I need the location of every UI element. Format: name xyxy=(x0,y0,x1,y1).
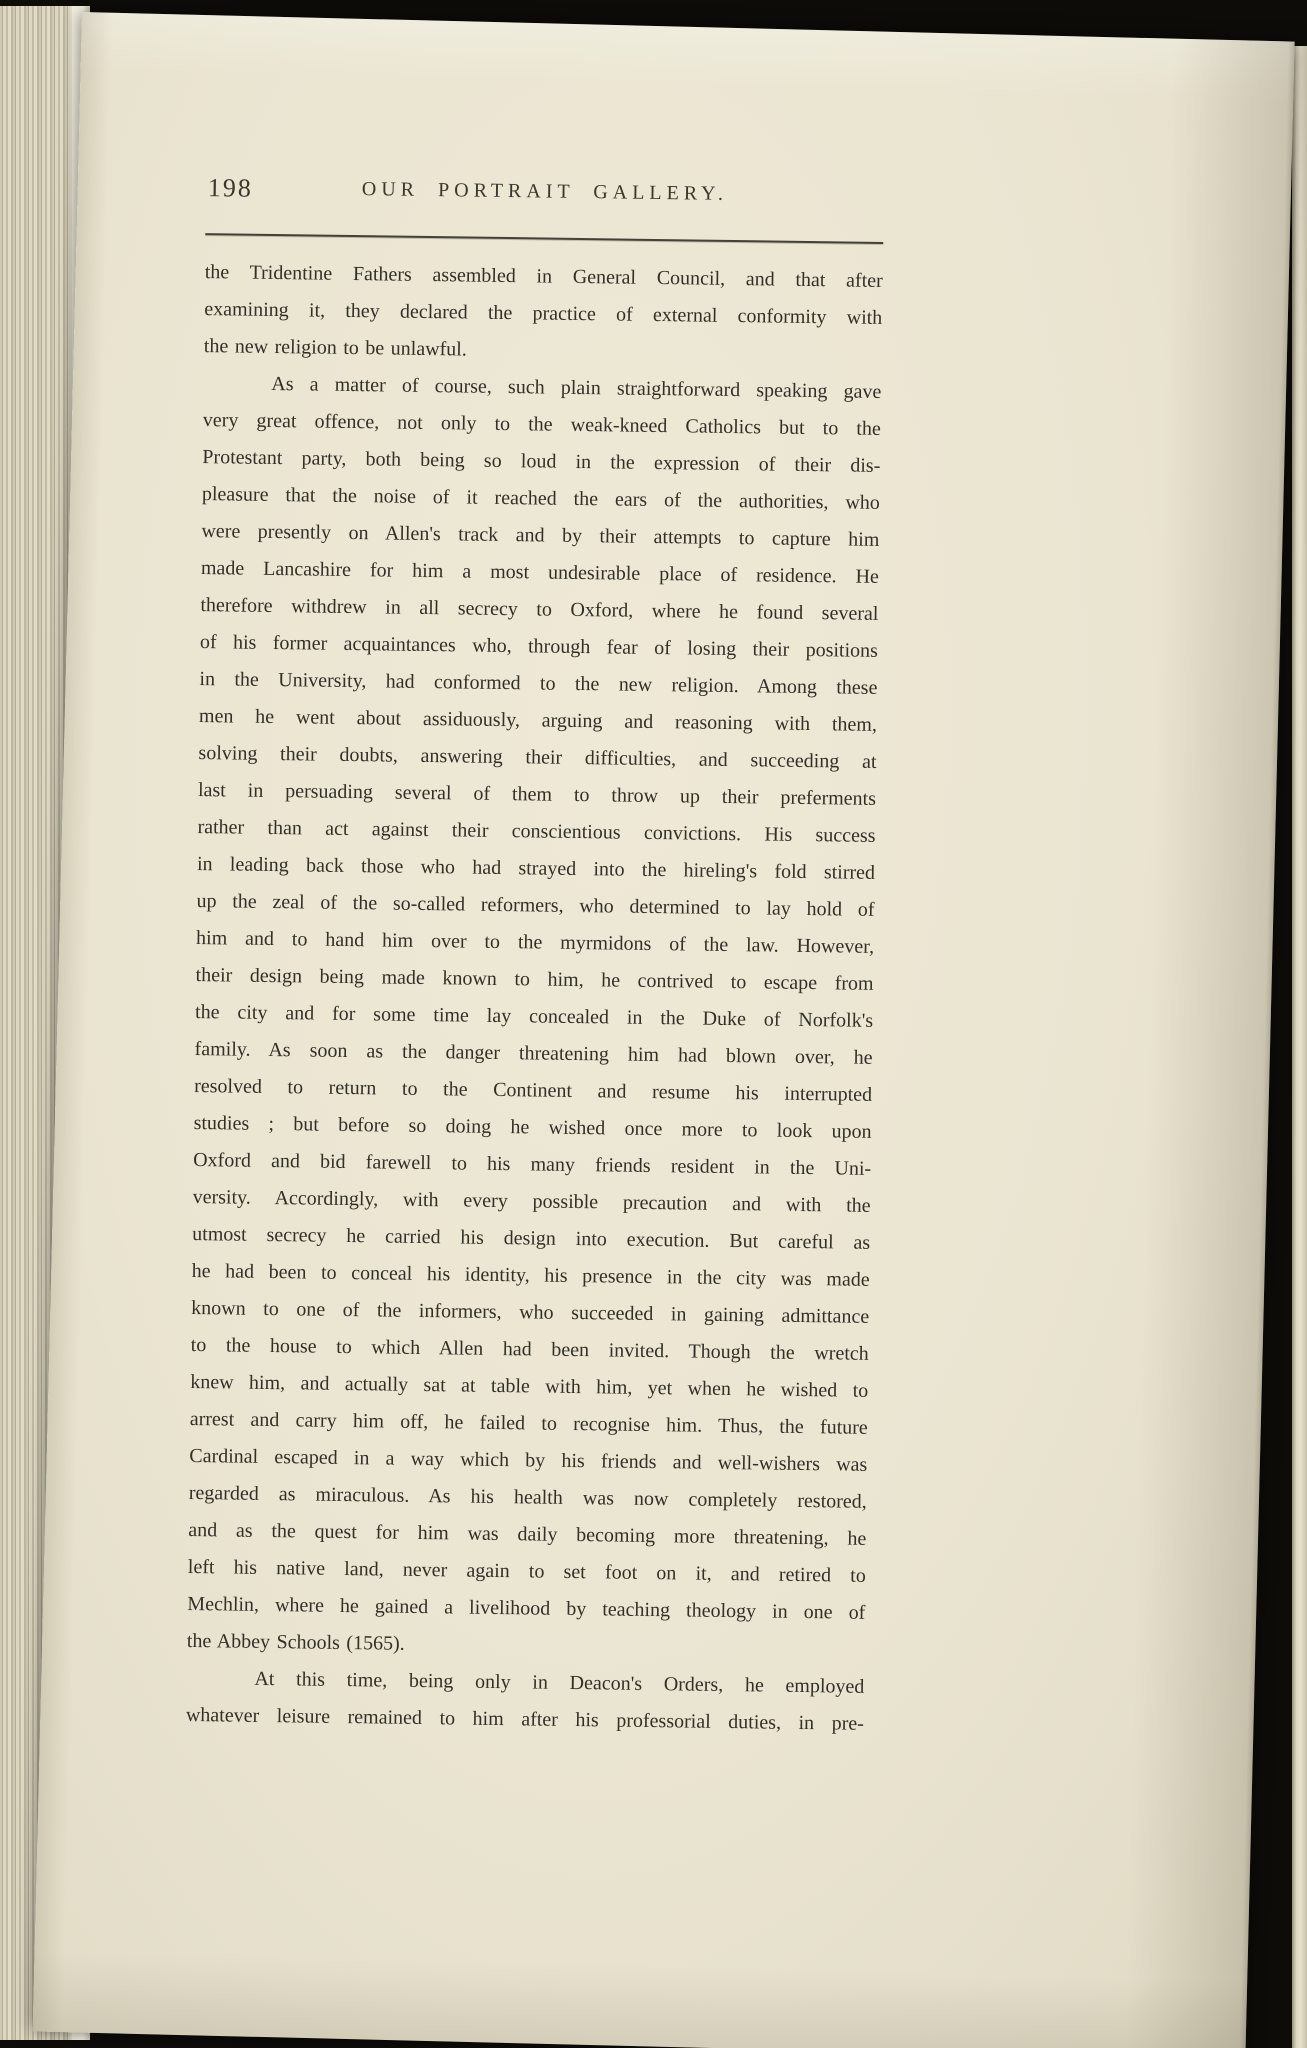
paragraph xyxy=(204,254,883,374)
text-line: in the University, had conformed to the new religion. Among these xyxy=(199,668,878,699)
running-header: OUR PORTRAIT GALLERY. xyxy=(361,178,729,205)
text-line: him and to hand him over to the myrmidons of the law. However, xyxy=(195,927,875,958)
text-line: Cardinal escaped in a way which by his friends and well-wishers was xyxy=(189,1444,868,1476)
text-line: At this time, being only in Deacon's Orders, he employed xyxy=(254,1667,865,1698)
text-line: the new religion to be unlawful. xyxy=(203,335,467,361)
text-line: pleasure that the noise of it reached the ears of the authorities, who xyxy=(201,483,880,514)
page-number: 198 xyxy=(207,173,254,203)
book-page xyxy=(33,12,1295,2048)
text-line: he had been to conceal his identity, his presence in the city was made xyxy=(191,1259,870,1291)
text-line: examining it, they declared the practice of external conformity with xyxy=(204,298,883,329)
text-line: to the house to which Allen had been invited. Though the wretch xyxy=(190,1333,869,1365)
text-line: whatever leisure remained to him after his professorial duties, in pre- xyxy=(185,1703,865,1735)
text-line: and as the quest for him was daily becoming more threatening, he xyxy=(188,1518,867,1550)
text-line: their design being made known to him, he contrived to escape from xyxy=(195,964,874,995)
text-line: Mechlin, where he gained a livelihood by teaching theology in one of xyxy=(187,1592,866,1624)
text-line: the Tridentine Fathers assembled in General Council, and that after xyxy=(204,261,883,292)
paragraph xyxy=(186,1660,865,1743)
text-line: in leading back those who had strayed into the hireling's fold stirred xyxy=(196,853,876,884)
text-line: regarded as miraculous. As his health was now completely restored, xyxy=(188,1481,867,1513)
text-line: studies ; but before so doing he wished once more to look upon xyxy=(193,1111,872,1143)
text-line: Oxford and bid farewell to his many friends resident in the Uni- xyxy=(193,1148,872,1180)
text-line: very great offence, not only to the weak-kneed Catholics but to the xyxy=(202,409,881,440)
text-line: left his native land, never again to set foot on it, and retired to xyxy=(187,1555,866,1587)
text-line: utmost secrecy he carried his design into execution. But careful as xyxy=(192,1222,871,1254)
text-line: the Abbey Schools (1565). xyxy=(186,1629,405,1655)
text-line: resolved to return to the Continent and resume his interrupted xyxy=(194,1075,873,1106)
text-line: knew him, and actually sat at table with him, yet when he wished to xyxy=(190,1370,869,1402)
text-line: rather than act against their conscientious convictions. His success xyxy=(197,816,876,847)
header-rule xyxy=(205,233,883,244)
text-line: made Lancashire for him a most undesirable place of residence. He xyxy=(200,557,880,588)
text-line: versity. Accordingly, with every possible precaution and with the xyxy=(192,1185,871,1217)
text-line: last in persuading several of them to throw up their preferments xyxy=(197,779,877,810)
text-line: As a matter of course, such plain straightforward speaking gave xyxy=(271,372,882,403)
text-line: of his former acquaintances who, through fear of losing their positions xyxy=(199,631,879,662)
text-line: solving their doubts, answering their difficulties, and succeeding at xyxy=(198,742,877,773)
text-line: therefore withdrew in all secrecy to Oxford, where he found several xyxy=(200,594,879,625)
page-header xyxy=(206,173,884,218)
text-line: men he went about assiduously, arguing and reasoning with them, xyxy=(198,705,878,736)
text-line: family. As soon as the danger threatening him had blown over, he xyxy=(194,1038,873,1069)
text-line: arrest and carry him off, he failed to recognise him. Thus, the future xyxy=(189,1407,868,1439)
printed-area xyxy=(186,173,884,1743)
body-text xyxy=(186,254,883,1743)
text-line: known to one of the informers, who succeeded in gaining admittance xyxy=(191,1296,870,1328)
paragraph xyxy=(187,365,882,1669)
text-line: Protestant party, both being so loud in the expression of their dis- xyxy=(202,446,881,477)
text-line: were presently on Allen's track and by their attempts to capture him xyxy=(201,520,880,551)
text-line: up the zeal of the so-called reformers, who determined to lay hold of xyxy=(196,890,875,921)
right-fore-edge xyxy=(1292,46,1307,2048)
text-line: the city and for some time lay concealed in the Duke of Norfolk's xyxy=(194,1001,874,1032)
